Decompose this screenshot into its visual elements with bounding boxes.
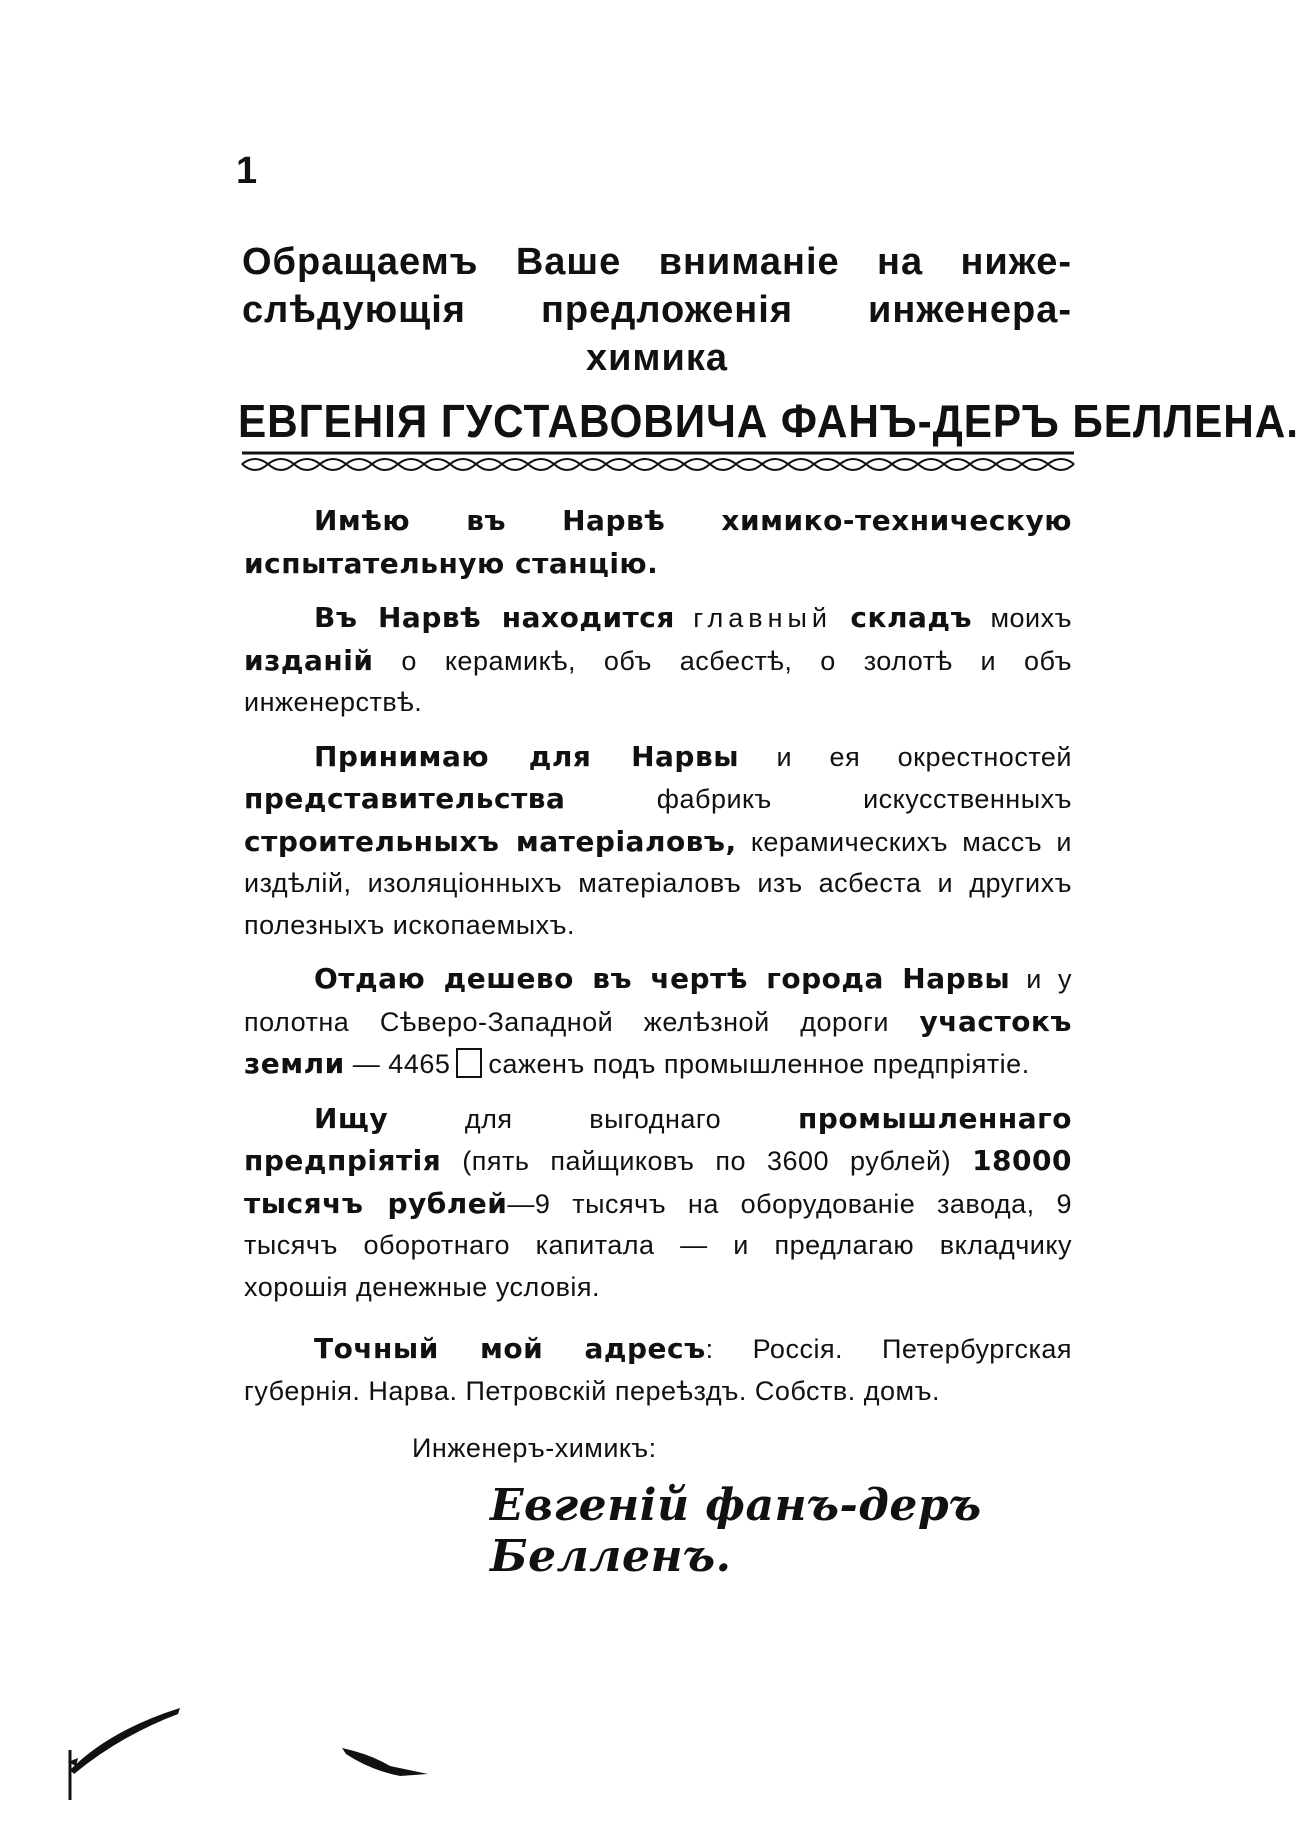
bold-text: складъ — [850, 601, 973, 634]
plain-text: (пять пайщиковъ по 3600 рублей) — [462, 1146, 952, 1176]
bold-text: представительства — [244, 782, 566, 815]
plain-text: саженъ подъ промышленное предпріятіе. — [488, 1049, 1030, 1079]
paragraph-investment — [244, 1098, 1072, 1309]
plain-text: о керамикѣ, объ асбестѣ, о золотѣ и объ инженерствѣ. — [244, 645, 1072, 717]
bold-text: участокъ земли — [244, 1004, 1072, 1080]
paragraph-warehouse — [244, 597, 1072, 724]
paragraph-land — [244, 958, 1072, 1086]
engineer-name-title: ЕВГЕНІЯ ГУСТАВОВИЧА ФАНЪ-ДЕРЪ БЕЛЛЕНА. — [238, 395, 1299, 447]
heading-line-2: слѣдующія предложенія инженера- — [242, 289, 1072, 331]
bold-text: Имѣю въ Нарвѣ химико-техническую испытательную станцію. — [244, 504, 1072, 580]
heading-line-1: Обращаемъ Ваше вниманіе на ниже- — [242, 241, 1072, 283]
plain-text: фабрикъ искусственныхъ — [656, 784, 1072, 814]
spaced-text: главный — [693, 603, 833, 633]
plain-text: —9 тысячъ на оборудованіе завода, 9 тысячъ оборотнаго капитала — и предлагаю вкладчику хорошія денежные условія. — [244, 1188, 1072, 1302]
bold-text: изданій — [244, 643, 374, 677]
bold-text: Принимаю для Нарвы — [314, 739, 740, 773]
plain-text: керамическихъ массъ и издѣлій, изоляціонныхъ матеріаловъ изъ асбеста и другихъ полезныхъ ископаемыхъ. — [244, 826, 1072, 940]
signature-name: Евгеній фанъ-деръ Белленъ. — [490, 1480, 982, 1582]
paragraph-address — [244, 1328, 1072, 1412]
plain-text: для выгоднаго — [464, 1103, 722, 1134]
plain-text: и ея окрестностей — [776, 741, 1072, 772]
bold-text: Въ Нарвѣ находится — [314, 601, 675, 634]
plain-text: : Россія. Петербургская губернія. Нарва. Петровскій переѣздъ. Собств. домъ. — [244, 1334, 1073, 1406]
paragraph-station — [244, 500, 1072, 585]
ornamental-rule — [242, 450, 1074, 480]
scan-smudge-mark — [340, 1740, 430, 1780]
bold-text: Ищу — [314, 1101, 389, 1135]
heading — [242, 238, 1072, 382]
square-unit-icon — [456, 1048, 482, 1078]
heading-line-3: химика — [585, 337, 729, 379]
signature-label: Инженеръ-химикъ: — [412, 1433, 657, 1463]
bold-text: 18000 тысячъ рублей — [244, 1144, 1072, 1220]
bold-text: Точный мой адресъ — [314, 1332, 706, 1365]
plain-text: моихъ — [990, 603, 1072, 633]
scan-smudge-mark — [60, 1650, 320, 1800]
plain-text: и у полотна Сѣверо-Западной желѣзной дороги — [244, 964, 1072, 1037]
plain-text: — 4465 — [352, 1049, 451, 1079]
page-number: 1 — [236, 150, 258, 192]
bold-text: Отдаю дешево въ чертѣ города Нарвы — [314, 962, 1011, 995]
body-text — [244, 500, 1072, 1416]
paragraph-representation — [244, 736, 1072, 947]
bold-text: промышленнаго предпріятія — [244, 1101, 1072, 1177]
bold-text: строительныхъ матеріаловъ, — [244, 824, 737, 858]
